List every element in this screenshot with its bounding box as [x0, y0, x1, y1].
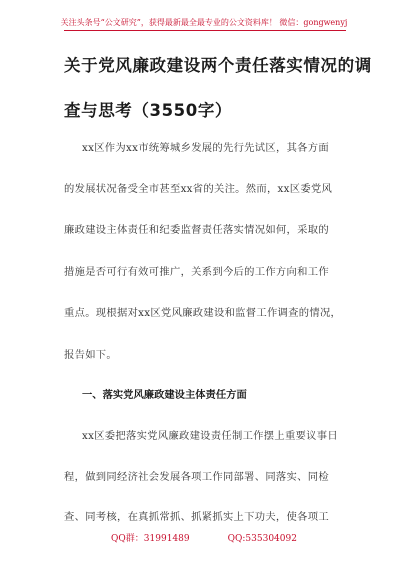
document-title-line-1: 关于党风廉政建设两个责任落实情况的调 [64, 56, 372, 75]
header-divider [64, 30, 346, 31]
paragraph-2-line: 查、同考核，在真抓常抓、抓紧抓实上下功夫，使各项工 [64, 511, 329, 523]
paragraph-1-line: 重点。现根据对xx区党风廉政建设和监督工作调查的情况， [64, 307, 342, 319]
document-title-line-2: 查与思考（3550字） [64, 101, 233, 120]
paragraph-2-line: 程，做到同经济社会发展各项工作同部署、同落实、同检 [64, 471, 329, 483]
section-heading: 一、落实党风廉政建设主体责任方面 [82, 389, 247, 401]
footer-qq: QQ:535304092 [227, 534, 297, 544]
paragraph-1-line: 措施是否可行有效可推广，关系到今后的工作方向和工作 [64, 266, 329, 278]
paragraph-1-line: xx区作为xx市统筹城乡发展的先行先试区，其各方面 [82, 142, 329, 154]
paragraph-1-line: 报告如下。 [64, 349, 117, 361]
header-banner: 关注头条号“公文研究”，获得最新最全最专业的公文资料库！ 微信：gongwenyj [60, 18, 348, 27]
paragraph-1-line: 廉政建设主体责任和纪委监督责任落实情况如何，采取的 [64, 224, 329, 236]
paragraph-1-line: 的发展状况备受全市甚至xx省的关注。然而，xx区委党风 [64, 183, 333, 195]
footer-qq-group: QQ群：31991489 [111, 534, 190, 544]
paragraph-2-line: xx区委把落实党风廉政建设责任制工作摆上重要议事日 [82, 430, 338, 442]
footer-contact [0, 533, 408, 545]
